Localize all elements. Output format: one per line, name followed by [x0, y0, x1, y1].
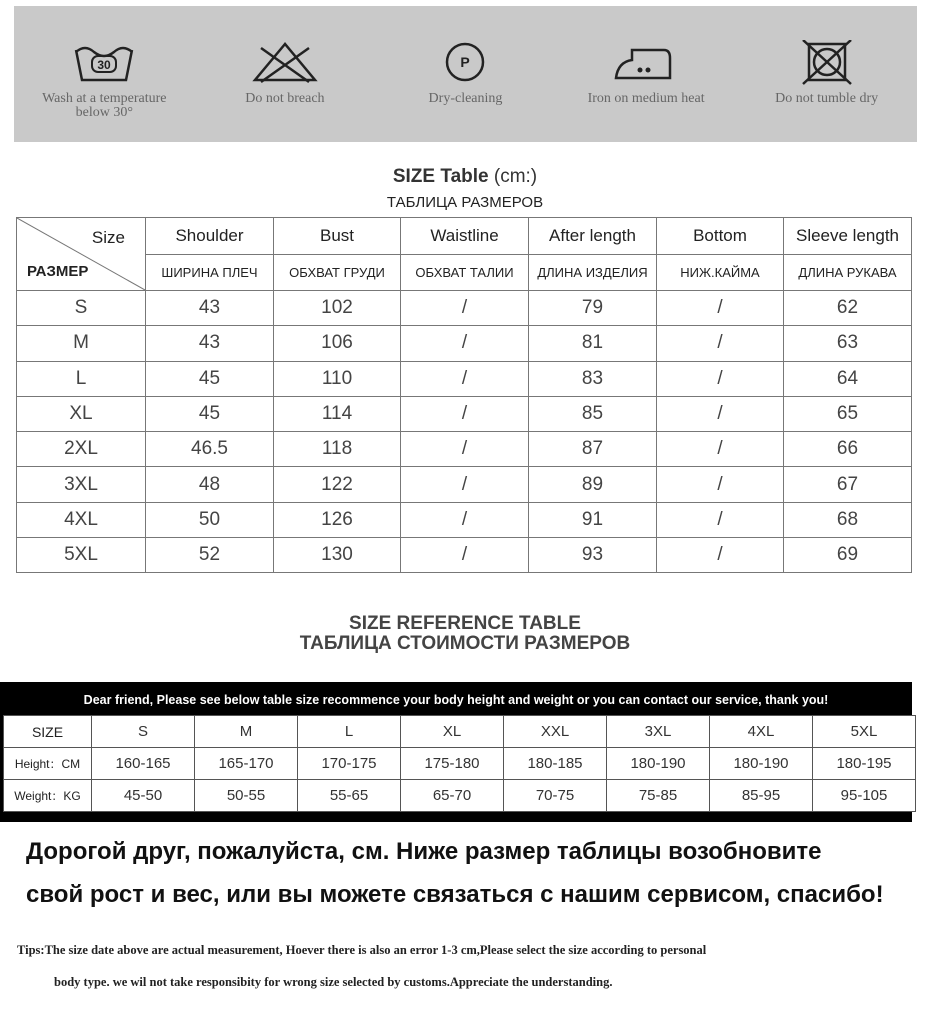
table-cell: 126 — [274, 502, 401, 537]
header-ru-waist: ОБХВАТ ТАЛИИ — [401, 255, 529, 291]
table-cell: 55-65 — [298, 780, 401, 812]
care-label-tumble: Do not tumble dry — [775, 91, 879, 106]
table-cell: 5XL — [813, 716, 916, 748]
header-ru-shoulder: ШИРИНА ПЛЕЧ — [146, 255, 274, 291]
table-cell: XXL — [504, 716, 607, 748]
table-cell: 52 — [146, 538, 274, 573]
table-cell: 165-170 — [195, 748, 298, 780]
header-ru-length: ДЛИНА ИЗДЕЛИЯ — [529, 255, 657, 291]
table-cell: 180-185 — [504, 748, 607, 780]
table-cell: 160-165 — [92, 748, 195, 780]
table-cell: 122 — [274, 467, 401, 502]
table-cell: / — [657, 538, 784, 573]
table-cell: 65 — [784, 396, 912, 431]
table-cell: 67 — [784, 467, 912, 502]
reference-title-en: SIZE REFERENCE TABLE — [349, 613, 581, 634]
no-bleach-icon — [249, 40, 321, 86]
dry-clean-icon — [429, 40, 501, 86]
care-label-bleach: Do not breach — [245, 91, 325, 106]
table-cell: / — [401, 467, 529, 502]
table-cell: 46.5 — [146, 432, 274, 467]
table-cell: / — [401, 432, 529, 467]
no-tumble-dry-icon — [791, 40, 863, 86]
table-row — [17, 502, 912, 537]
table-cell: / — [401, 502, 529, 537]
table-cell: 75-85 — [607, 780, 710, 812]
table-row — [17, 538, 912, 573]
iron-medium-icon — [610, 40, 682, 86]
table-row — [17, 361, 912, 396]
reference-header: Dear friend, Please see below table size recommence your body height and weight or you can contact our service, thank you! — [83, 693, 829, 707]
table-cell: 95-105 — [813, 780, 916, 812]
table-cell: / — [657, 432, 784, 467]
reference-title-ru: ТАБЛИЦА СТОИМОСТИ РАЗМЕРОВ — [299, 633, 631, 654]
corner-label-en: Size — [91, 228, 125, 247]
header-after-length: After length — [529, 218, 657, 255]
table-cell: M — [195, 716, 298, 748]
table-cell: SIZE — [4, 716, 92, 748]
wash-30-icon — [68, 40, 140, 86]
header-shoulder: Shoulder — [146, 218, 274, 255]
table-cell: 114 — [274, 396, 401, 431]
tips-line-2: body type. we wil not take responsibity for wrong size selected by customs.Appreciate the understanding. — [54, 975, 613, 989]
table-cell: 2XL — [17, 432, 146, 467]
table-row — [17, 467, 912, 502]
table-cell: / — [657, 502, 784, 537]
care-item-dryclean — [385, 40, 545, 106]
table-cell: XL — [401, 716, 504, 748]
table-cell: 50-55 — [195, 780, 298, 812]
tips-note — [17, 934, 922, 998]
tips-line-1: The size date above are actual measurement, Hoever there is also an error 1-3 cm,Please select the size according to personal — [44, 943, 707, 957]
table-cell: / — [657, 291, 784, 326]
size-table-header-en — [17, 218, 912, 255]
table-cell: 62 — [784, 291, 912, 326]
table-cell: 3XL — [607, 716, 710, 748]
table-cell: 50 — [146, 502, 274, 537]
table-cell: L — [17, 361, 146, 396]
header-sleeve-length: Sleeve length — [784, 218, 912, 255]
header-ru-bust: ОБХВАТ ГРУДИ — [274, 255, 401, 291]
table-cell: 130 — [274, 538, 401, 573]
table-cell: 63 — [784, 326, 912, 361]
table-cell: 3XL — [17, 467, 146, 502]
size-table — [16, 217, 912, 573]
table-cell: 110 — [274, 361, 401, 396]
table-cell: 175-180 — [401, 748, 504, 780]
russian-message — [26, 830, 926, 916]
table-cell: / — [657, 361, 784, 396]
table-cell: 4XL — [710, 716, 813, 748]
table-row — [4, 780, 916, 812]
table-cell: 43 — [146, 326, 274, 361]
table-cell: 68 — [784, 502, 912, 537]
table-cell: 85 — [529, 396, 657, 431]
header-bottom: Bottom — [657, 218, 784, 255]
header-bust: Bust — [274, 218, 401, 255]
table-cell: 64 — [784, 361, 912, 396]
table-row — [17, 396, 912, 431]
table-cell: / — [401, 396, 529, 431]
table-cell: Height：CM — [4, 748, 92, 780]
table-cell: 66 — [784, 432, 912, 467]
table-cell: 48 — [146, 467, 274, 502]
table-row — [4, 716, 916, 748]
table-cell: M — [17, 326, 146, 361]
corner-label-ru: РАЗМЕР — [27, 263, 89, 280]
table-cell: S — [92, 716, 195, 748]
table-cell: 180-190 — [710, 748, 813, 780]
table-cell: 65-70 — [401, 780, 504, 812]
care-item-tumble — [747, 40, 907, 106]
table-cell: 102 — [274, 291, 401, 326]
care-item-wash — [24, 40, 184, 120]
table-cell: 170-175 — [298, 748, 401, 780]
care-label-wash: Wash at a temperature below 30° — [42, 91, 167, 120]
table-cell: 93 — [529, 538, 657, 573]
table-cell: L — [298, 716, 401, 748]
russian-message-line-1: Дорогой друг, пожалуйста, см. Ниже размер таблицы возобновите — [26, 838, 822, 865]
table-cell: 180-195 — [813, 748, 916, 780]
table-cell: 91 — [529, 502, 657, 537]
table-cell: 83 — [529, 361, 657, 396]
tips-prefix: Tips: — [17, 943, 45, 957]
header-waistline: Waistline — [401, 218, 529, 255]
table-cell: / — [401, 361, 529, 396]
table-cell: Weight：KG — [4, 780, 92, 812]
table-row — [17, 291, 912, 326]
size-table-title — [0, 166, 930, 188]
reference-table-panel — [0, 682, 912, 822]
table-cell: 4XL — [17, 502, 146, 537]
size-table-title-bold: SIZE Table — [392, 166, 489, 187]
header-ru-sleeve: ДЛИНА РУКАВА — [784, 255, 912, 291]
table-cell: 45 — [146, 396, 274, 431]
table-cell: 70-75 — [504, 780, 607, 812]
svg-text:30: 30 — [97, 58, 111, 72]
care-instructions-band — [14, 6, 917, 142]
table-row — [17, 432, 912, 467]
table-cell: 45-50 — [92, 780, 195, 812]
table-cell: / — [401, 326, 529, 361]
table-cell: 118 — [274, 432, 401, 467]
table-cell: S — [17, 291, 146, 326]
care-item-iron — [566, 40, 726, 106]
svg-text:P: P — [460, 54, 471, 70]
care-item-bleach — [205, 40, 365, 106]
table-cell: 69 — [784, 538, 912, 573]
reference-table — [3, 715, 916, 812]
care-label-dryclean: Dry-cleaning — [428, 91, 503, 106]
header-ru-bottom: НИЖ.КАЙМА — [657, 255, 784, 291]
table-cell: / — [657, 326, 784, 361]
table-cell: / — [401, 538, 529, 573]
table-cell: 81 — [529, 326, 657, 361]
russian-message-line-2: свой рост и вес, или вы можете связаться с нашим сервисом, спасибо! — [26, 881, 884, 908]
table-row — [17, 326, 912, 361]
reference-title — [0, 614, 930, 654]
table-cell: 79 — [529, 291, 657, 326]
table-cell: 85-95 — [710, 780, 813, 812]
table-cell: XL — [17, 396, 146, 431]
table-cell: 89 — [529, 467, 657, 502]
table-cell: 87 — [529, 432, 657, 467]
size-table-title-unit: (cm:) — [493, 166, 538, 187]
size-table-corner — [17, 218, 146, 291]
size-table-title-ru: ТАБЛИЦА РАЗМЕРОВ — [386, 194, 544, 211]
size-table-header-ru — [17, 255, 912, 291]
table-cell: / — [657, 396, 784, 431]
table-row — [4, 748, 916, 780]
table-cell: 45 — [146, 361, 274, 396]
table-cell: 43 — [146, 291, 274, 326]
table-cell: 106 — [274, 326, 401, 361]
care-label-iron: Iron on medium heat — [587, 91, 705, 106]
table-cell: / — [657, 467, 784, 502]
table-cell: 5XL — [17, 538, 146, 573]
table-cell: 180-190 — [607, 748, 710, 780]
table-cell: / — [401, 291, 529, 326]
